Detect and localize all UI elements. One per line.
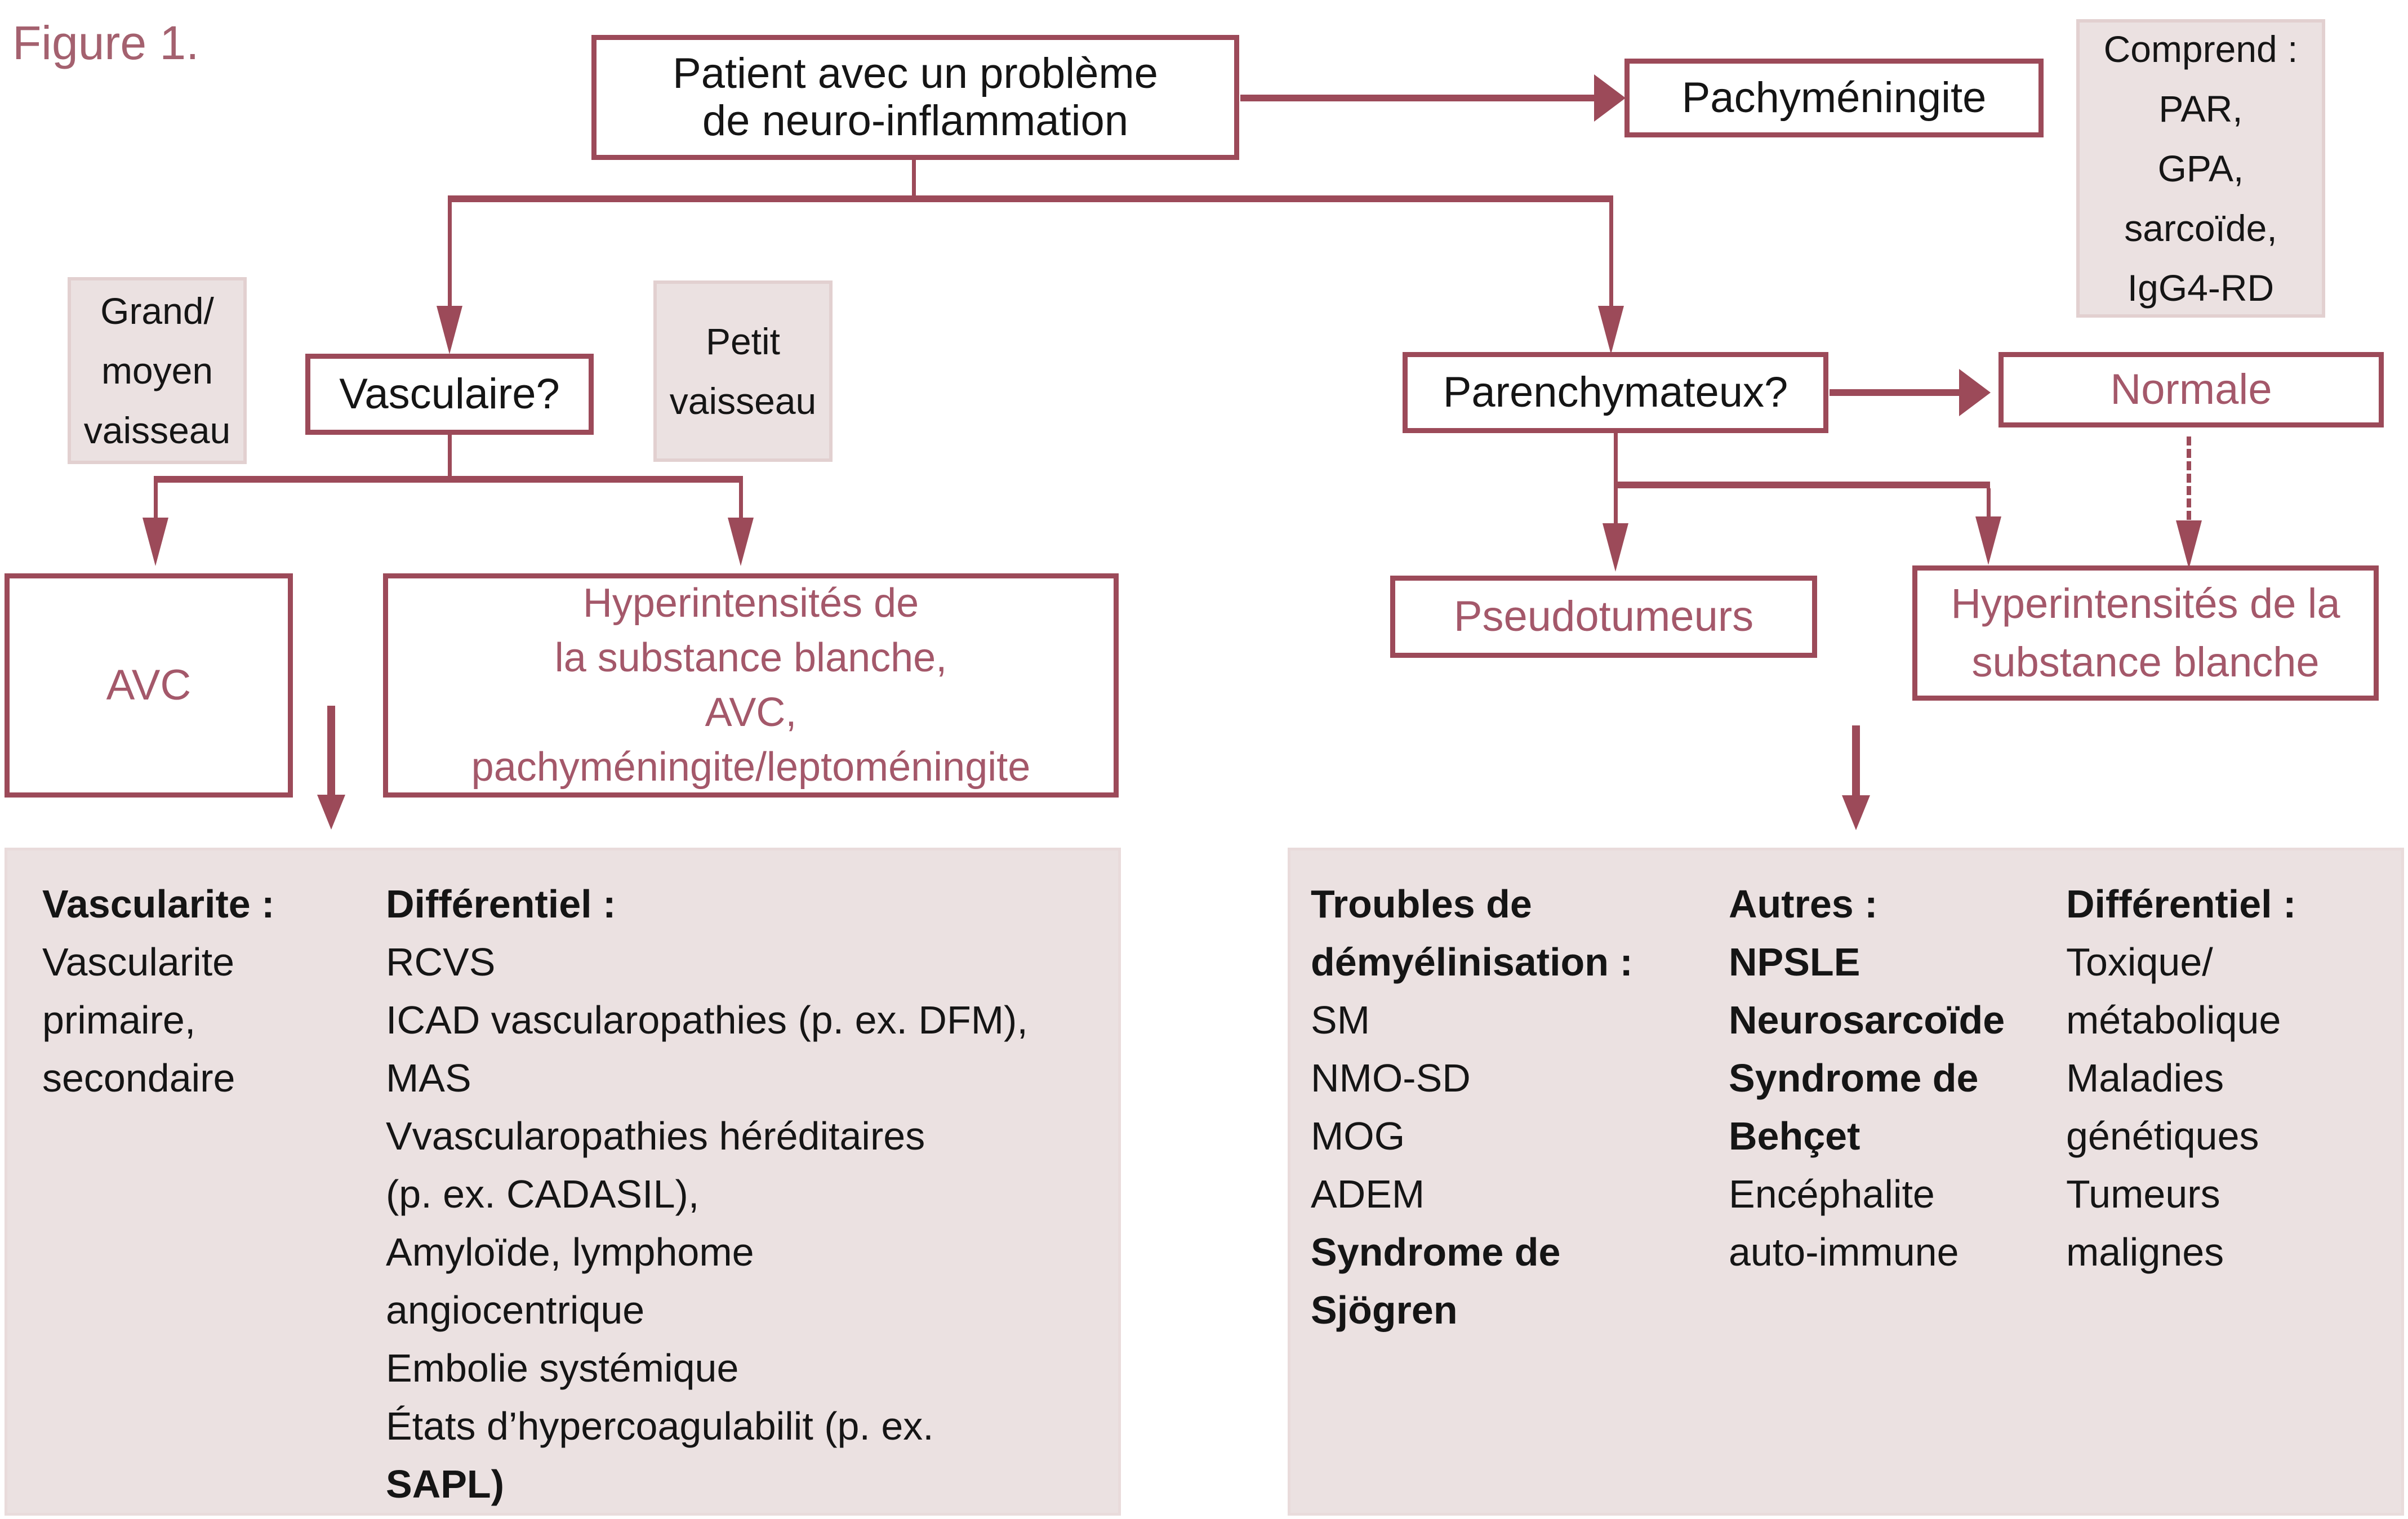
arrowhead-right-normale <box>1959 369 1991 416</box>
panel-demyelinisation <box>1288 848 2404 1516</box>
list-item: MAS <box>386 1056 471 1100</box>
node-normale-label: Normale <box>2110 366 2272 414</box>
node-hyperintensites-right <box>1912 565 2379 701</box>
note-grand-moyen-vaisseau <box>68 277 247 464</box>
note-grand-moyen-line3: vaisseau <box>83 409 231 451</box>
list-item: ICAD vascularopathies (p. ex. DFM), <box>386 998 1028 1042</box>
node-pachymeningite-label: Pachyméningite <box>1681 74 1987 122</box>
node-patient-problem-line1: Patient avec un problème <box>673 50 1158 98</box>
list-item: Sjögren <box>1311 1288 1458 1332</box>
node-normale <box>1998 352 2384 427</box>
node-pseudotumeurs <box>1390 576 1817 658</box>
node-vasculaire-label: Vasculaire? <box>339 370 560 418</box>
note-comprend-line3: GPA, <box>2157 148 2244 189</box>
node-patient-problem-line2: de neuro-inflammation <box>702 97 1129 145</box>
connector-top-split-bar <box>448 195 1613 202</box>
connector-vasculaire-split-bar <box>154 476 743 483</box>
arrowhead-down-hyper-right <box>1975 516 2001 565</box>
panel-vascularite <box>5 848 1121 1516</box>
note-comprend-line4: sarcoïde, <box>2124 207 2277 249</box>
list-item: génétiques <box>2066 1114 2259 1158</box>
list-item: malignes <box>2066 1230 2224 1274</box>
list-item: Encéphalite <box>1729 1172 1935 1216</box>
note-comprend-line2: PAR, <box>2158 88 2243 130</box>
big-arrow-right-head <box>1842 795 1870 830</box>
node-hyper-right-line2: substance blanche <box>1971 639 2320 685</box>
node-patient-problem <box>591 35 1239 160</box>
list-item: Maladies <box>2066 1056 2224 1100</box>
node-hyper-left-line1: Hyperintensités de <box>582 581 919 626</box>
panel-demyelinisation-col3 <box>2066 875 2296 1281</box>
note-grand-moyen-line2: moyen <box>101 350 213 391</box>
list-item: secondaire <box>42 1056 235 1100</box>
node-parenchymateux <box>1403 352 1828 433</box>
node-avc-label: AVC <box>106 661 192 710</box>
list-item: Vascularite <box>42 940 235 984</box>
figure-label: Figure 1. <box>12 16 199 69</box>
node-pachymeningite <box>1624 59 2044 137</box>
list-item: NPSLE <box>1729 940 1860 984</box>
note-grand-moyen-line1: Grand/ <box>100 290 214 332</box>
node-pseudotumeurs-label: Pseudotumeurs <box>1453 593 1754 641</box>
note-comprend-line5: IgG4-RD <box>2127 267 2275 309</box>
list-item: Vascularite : <box>42 882 275 926</box>
note-petit-line2: vaisseau <box>669 380 817 422</box>
list-item: Toxique/ <box>2066 940 2213 984</box>
list-item: ADEM <box>1311 1172 1425 1216</box>
list-item: SAPL) <box>386 1462 504 1506</box>
panel-vascularite-col1 <box>42 875 274 1107</box>
arrowhead-right-pachymeningite <box>1594 74 1626 122</box>
list-item: Amyloïde, lymphome <box>386 1230 754 1274</box>
list-item: Neurosarcoïde <box>1729 998 2005 1042</box>
list-item: angiocentrique <box>386 1288 645 1332</box>
node-hyper-left-line2: la substance blanche, <box>554 635 947 680</box>
list-item: Vvascularopathies héréditaires <box>386 1114 925 1158</box>
connector-vasculaire-stem <box>448 434 452 479</box>
list-item: Différentiel : <box>386 882 616 926</box>
panel-demyelinisation-col2 <box>1729 875 2005 1281</box>
connector-to-hyper-right <box>1987 488 1991 516</box>
connector-patient-to-pachymeningite <box>1240 95 1594 101</box>
list-item: Syndrome de <box>1311 1230 1561 1274</box>
list-item: États d’hypercoagulabilit (p. ex. <box>386 1404 934 1448</box>
list-item: auto-immune <box>1729 1230 1959 1274</box>
arrowhead-down-parenchymateux <box>1598 306 1624 354</box>
arrowhead-down-pseudotumeurs <box>1603 523 1628 572</box>
connector-to-parenchymateux <box>1609 202 1613 307</box>
node-hyperintensites-left <box>383 573 1119 798</box>
list-item: Autres : <box>1729 882 1878 926</box>
connector-parenchymateux-split-bar <box>1614 482 1990 488</box>
big-arrow-left-head <box>317 795 345 830</box>
list-item: Tumeurs <box>2066 1172 2220 1216</box>
list-item: Différentiel : <box>2066 882 2296 926</box>
arrowhead-down-vasculaire <box>437 306 462 354</box>
note-comprend-line1: Comprend : <box>2103 28 2298 70</box>
arrowhead-down-avc <box>143 518 168 566</box>
list-item: Embolie systémique <box>386 1346 739 1390</box>
node-parenchymateux-label: Parenchymateux? <box>1443 368 1788 417</box>
list-item: RCVS <box>386 940 496 984</box>
note-petit-line1: Petit <box>705 320 781 362</box>
node-avc <box>5 573 293 798</box>
list-item: primaire, <box>42 998 196 1042</box>
node-hyper-left-line4: pachyméningite/leptoméningite <box>471 745 1031 790</box>
arrowhead-down-normale-dashed <box>2176 520 2202 569</box>
list-item: (p. ex. CADASIL), <box>386 1172 700 1216</box>
arrowhead-down-hyper-left <box>728 518 754 566</box>
connector-to-hyper-left <box>739 483 743 518</box>
big-arrow-right-shaft <box>1852 725 1860 795</box>
list-item: Behçet <box>1729 1114 1860 1158</box>
connector-parenchymateux-to-normale <box>1830 389 1959 396</box>
list-item: Syndrome de <box>1729 1056 1979 1100</box>
list-item: Troubles de <box>1311 882 1532 926</box>
connector-to-vasculaire <box>448 202 452 307</box>
node-hyper-left-line3: AVC, <box>705 690 797 735</box>
node-hyper-right-line1: Hyperintensités de la <box>1951 580 2340 627</box>
list-item: SM <box>1311 998 1370 1042</box>
connector-patient-stem <box>912 159 916 199</box>
connector-parenchymateux-stem <box>1614 432 1618 523</box>
note-petit-vaisseau <box>653 280 833 462</box>
node-vasculaire <box>305 354 594 435</box>
panel-vascularite-col2 <box>386 875 1028 1513</box>
note-comprend <box>2076 19 2325 318</box>
connector-normale-dashed <box>2187 436 2191 520</box>
list-item: métabolique <box>2066 998 2281 1042</box>
list-item: MOG <box>1311 1114 1405 1158</box>
panel-demyelinisation-col1 <box>1311 875 1633 1339</box>
connector-to-avc <box>154 483 158 518</box>
big-arrow-left-shaft <box>327 706 335 795</box>
list-item: NMO-SD <box>1311 1056 1471 1100</box>
list-item: démyélinisation : <box>1311 940 1633 984</box>
